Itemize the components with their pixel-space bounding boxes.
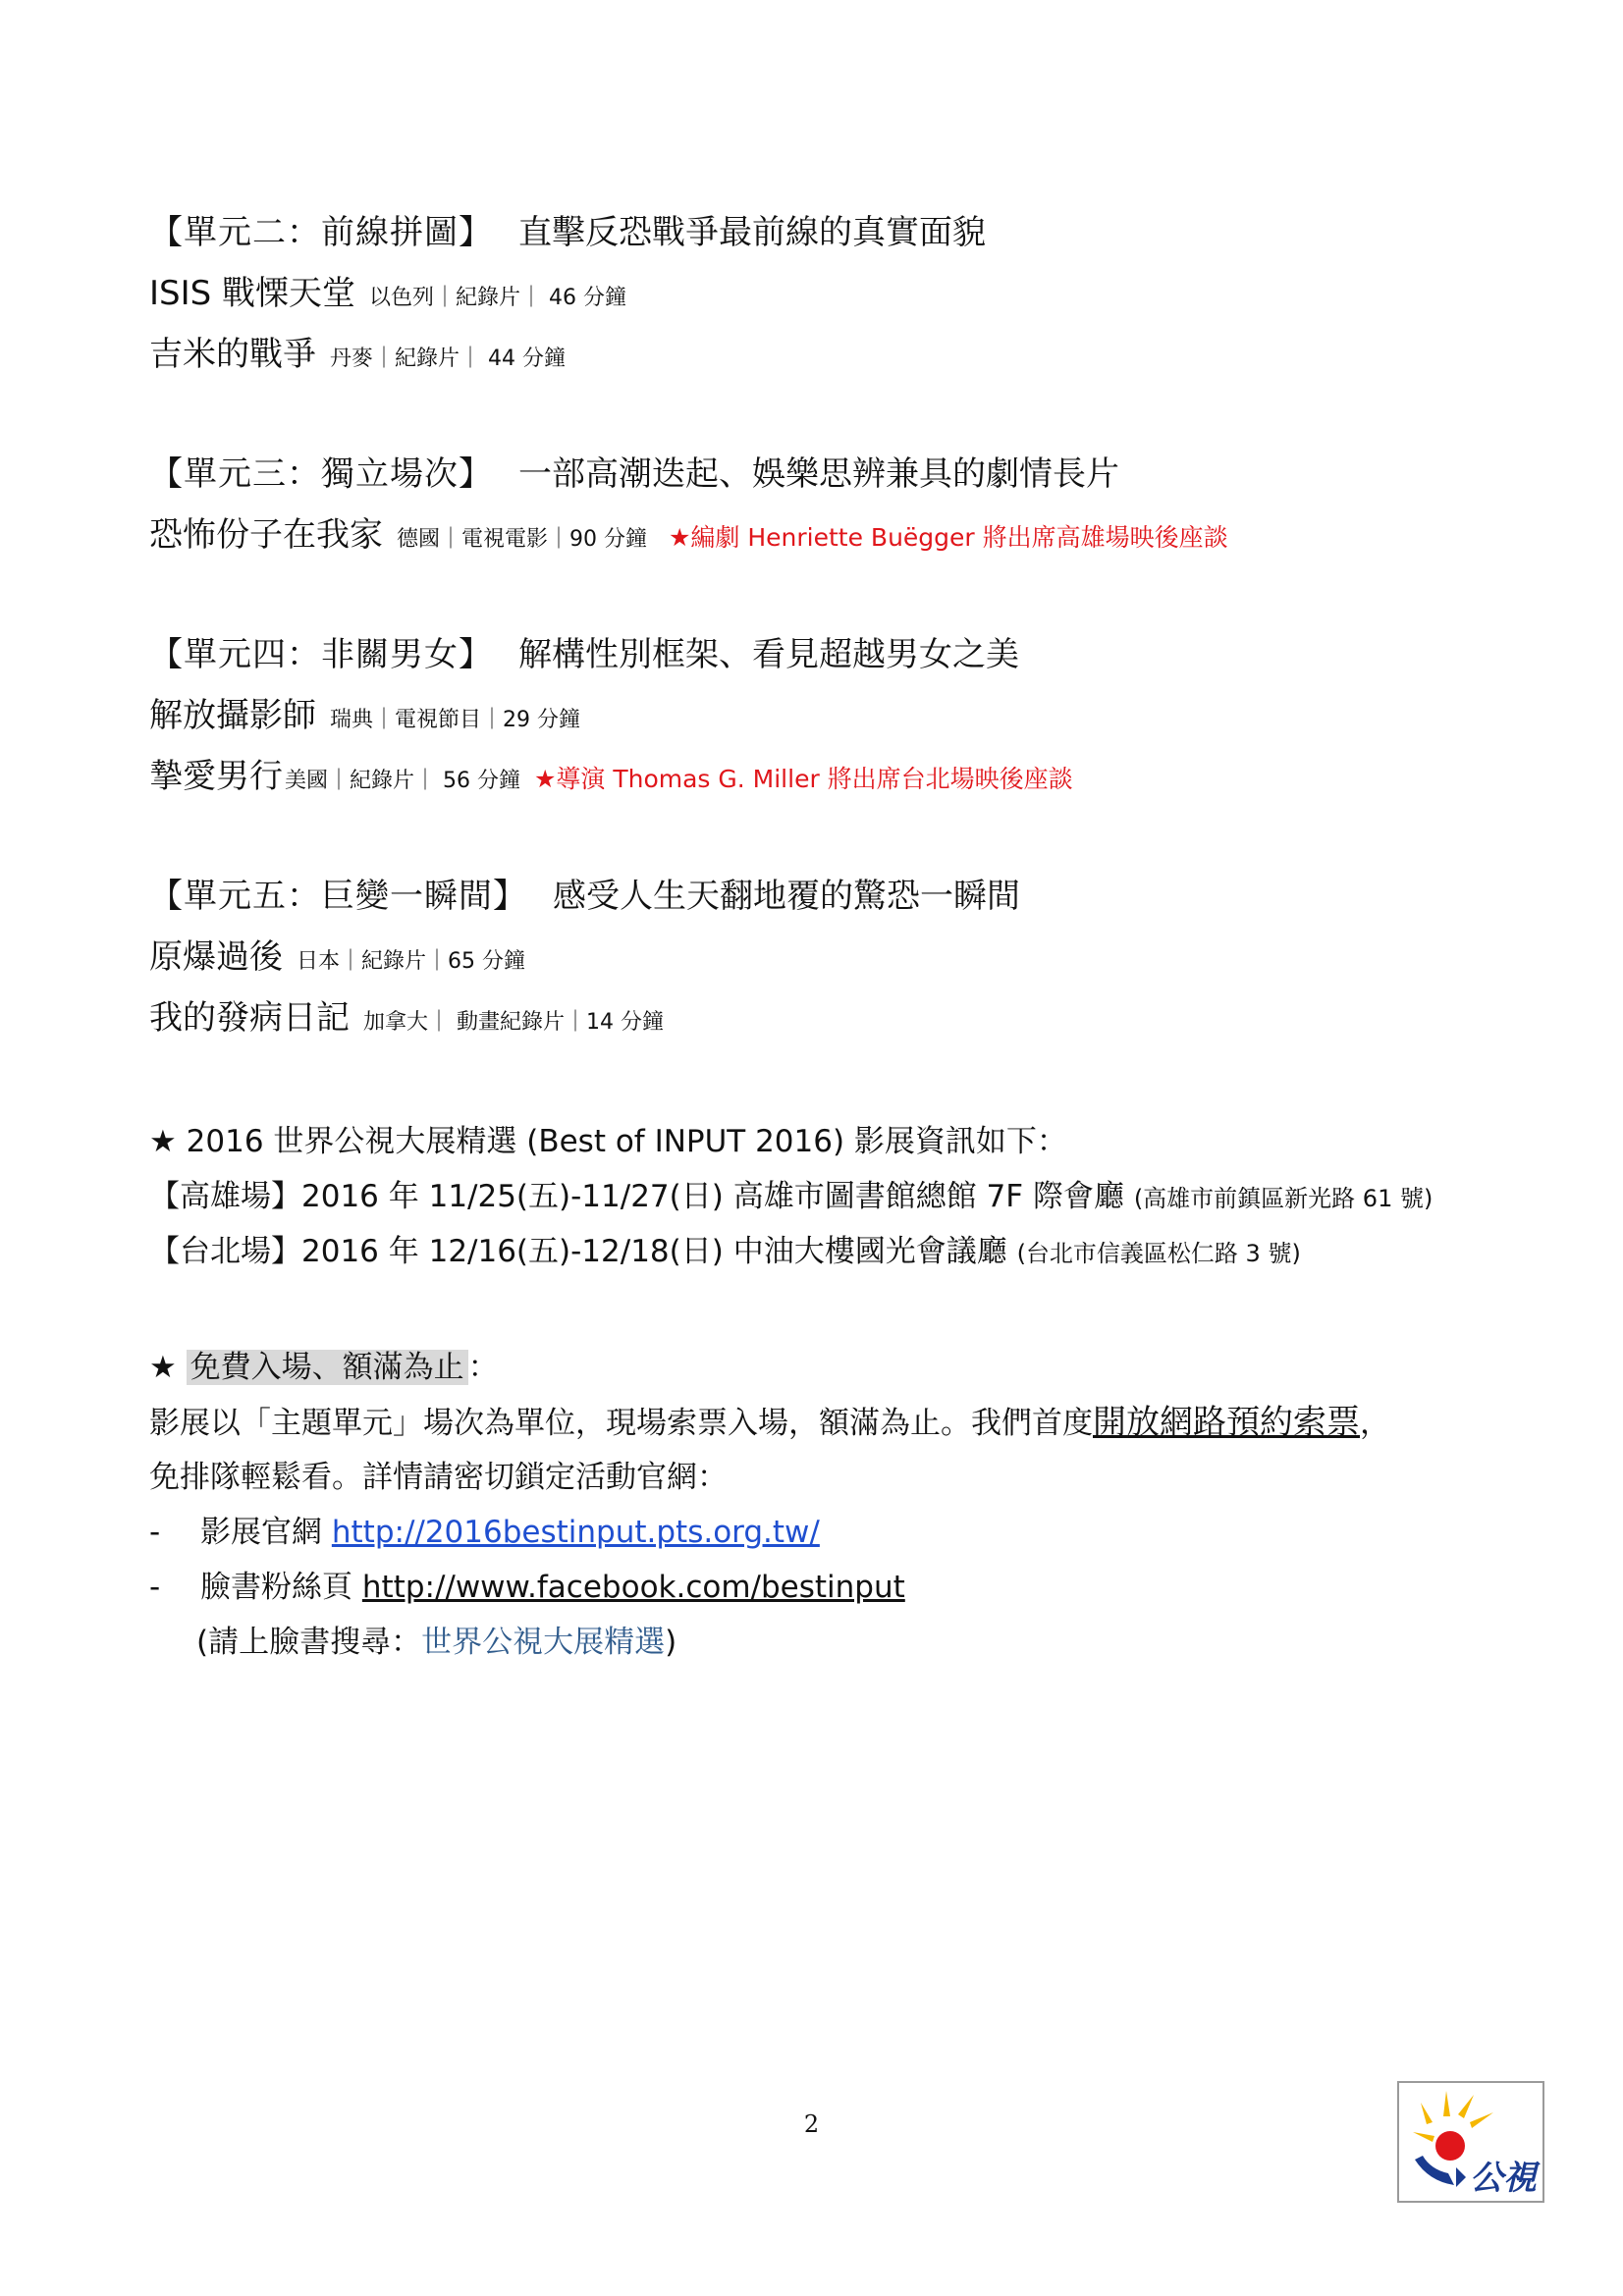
- pts-logo: [1397, 2081, 1544, 2203]
- film-title: 恐怖份子在我家: [149, 515, 383, 555]
- official-site-label: 影展官網: [200, 1515, 332, 1550]
- film-meta: 日本｜紀錄片｜65 分鐘: [297, 949, 525, 974]
- film-note: ★導演 Thomas G. Miller 將出席台北場映後座談: [533, 765, 1073, 793]
- unit-section: [149, 630, 1524, 801]
- admission-colon: ：: [467, 1350, 499, 1385]
- unit-section: [149, 208, 1524, 379]
- unit-tag: 【單元四：非關男女】: [149, 635, 493, 674]
- film-meta: 德國｜電視電影｜90 分鐘: [397, 527, 647, 552]
- kaohsiung-venue-text: 【高雄場】2016 年 11/25(五)-11/27(日) 高雄市圖書館總館 7F 際會廳: [149, 1179, 1124, 1214]
- admission-paragraph-end: ，: [1360, 1406, 1390, 1441]
- page-number: 2: [803, 2110, 820, 2138]
- film-title: 解放攝影師: [149, 696, 316, 735]
- facebook-search-hint: [149, 1615, 1543, 1670]
- film-entry: [149, 510, 1524, 560]
- admission-paragraph-line2: 免排隊輕鬆看。詳情請密切鎖定活動官網：: [149, 1460, 728, 1495]
- unit-heading: [149, 630, 1524, 679]
- unit-subtitle: 直擊反恐戰爭最前線的真實面貌: [518, 213, 986, 252]
- taipei-venue: [149, 1224, 1543, 1279]
- film-meta: 丹麥｜紀錄片｜ 44 分鐘: [330, 347, 566, 371]
- logo-text: 公視: [1470, 2159, 1537, 2198]
- festival-info: [149, 1114, 1543, 1279]
- unit-tag: 【單元三：獨立場次】: [149, 454, 493, 494]
- facebook-page-item: [149, 1560, 1543, 1615]
- film-meta: 加拿大｜ 動畫紀錄片｜14 分鐘: [363, 1010, 664, 1035]
- facebook-page-link[interactable]: http://www.facebook.com/bestinput: [361, 1570, 905, 1605]
- admission-paragraph-start: 影展以「主題單元」場次為單位，現場索票入場，額滿為止。我們首度: [149, 1406, 1093, 1441]
- film-title: 摯愛男行: [149, 757, 283, 796]
- list-dash: -: [149, 1515, 161, 1550]
- search-term: 世界公視大展精選: [421, 1625, 666, 1660]
- film-title: 原爆過後: [149, 937, 283, 977]
- taipei-address: (台北市信義區松仁路 3 號): [1016, 1240, 1301, 1267]
- film-entry: [149, 993, 1524, 1042]
- film-title: ISIS 戰慄天堂: [149, 274, 356, 313]
- search-suffix: ): [665, 1625, 677, 1660]
- unit-section: [149, 872, 1524, 1042]
- pts-logo-icon: [1399, 2083, 1542, 2201]
- kaohsiung-venue: [149, 1169, 1543, 1224]
- star-icon: ★: [149, 1350, 177, 1385]
- festival-headline: ★ 2016 世界公視大展精選 (Best of INPUT 2016) 影展資訊如下：: [149, 1124, 1067, 1159]
- list-dash: -: [149, 1570, 161, 1605]
- search-prefix: (請上臉書搜尋：: [196, 1625, 422, 1660]
- film-meta: 以色列｜紀錄片｜ 46 分鐘: [369, 286, 627, 310]
- film-entry: [149, 752, 1524, 801]
- admission-headline: 免費入場、額滿為止: [187, 1350, 468, 1385]
- unit-tag: 【單元二：前線拼圖】: [149, 213, 493, 252]
- film-note: ★編劇 Henriette Buëgger 將出席高雄場映後座談: [669, 523, 1228, 552]
- unit-section: [149, 450, 1524, 560]
- facebook-page-label: 臉書粉絲頁: [200, 1570, 362, 1605]
- film-entry: [149, 691, 1524, 740]
- taipei-venue-text: 【台北場】2016 年 12/16(五)-12/18(日) 中油大樓國光會議廳: [149, 1234, 1007, 1269]
- film-entry: [149, 933, 1524, 982]
- unit-heading: [149, 208, 1524, 257]
- admission-headline-row: [149, 1340, 1543, 1395]
- official-site-item: [149, 1505, 1543, 1560]
- unit-subtitle: 解構性別框架、看見超越男女之美: [518, 635, 1019, 674]
- unit-heading: [149, 872, 1524, 921]
- film-meta: 瑞典｜電視節目｜29 分鐘: [330, 708, 580, 732]
- kaohsiung-address: (高雄市前鎮區新光路 61 號): [1133, 1185, 1434, 1212]
- admission-paragraph: [149, 1395, 1543, 1450]
- unit-subtitle: 一部高潮迭起、娛樂思辨兼具的劇情長片: [518, 454, 1119, 494]
- unit-tag: 【單元五：巨變一瞬間】: [149, 877, 527, 916]
- film-title: 我的發病日記: [149, 998, 350, 1038]
- unit-heading: [149, 450, 1524, 499]
- unit-subtitle: 感受人生天翻地覆的驚恐一瞬間: [553, 877, 1020, 916]
- official-site-link[interactable]: http://2016bestinput.pts.org.tw/: [331, 1515, 820, 1550]
- film-meta: 美國｜紀錄片｜ 56 分鐘: [285, 769, 520, 793]
- film-entry: [149, 269, 1524, 318]
- online-reservation-emphasis: 開放網路預約索票: [1093, 1403, 1360, 1442]
- film-title: 吉米的戰爭: [149, 335, 316, 374]
- admission-section: [149, 1340, 1543, 1670]
- film-entry: [149, 330, 1524, 379]
